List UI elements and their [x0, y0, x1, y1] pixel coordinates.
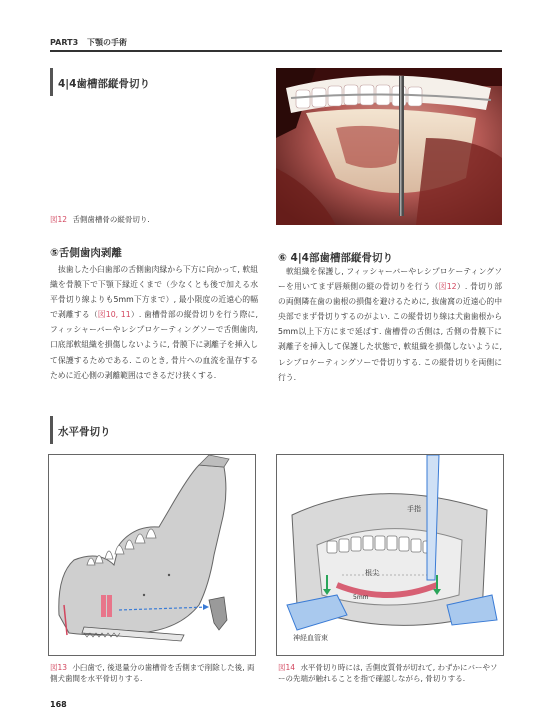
step-5-text-b: ）. 歯槽骨部の縦骨切りを行う際に, フィッシャーバーやレシプロケーティングソーで舌側歯肉, 口底部軟組織を損傷しないように, 骨膜下に剥離子を挿入して保護するためである. このとき, 骨片への血流を温存するために近心側の剥離範囲はできるだけ狭くする. [50, 310, 258, 380]
header-rule [50, 50, 502, 52]
figure-12-caption [50, 214, 150, 225]
figure-13-caption [50, 662, 260, 684]
step-5-text-a: 抜歯した小臼歯部の舌側歯肉縁から下方に向かって, 軟組織を骨膜下で下顎下縁近くまで（少なくとも後で加える水平骨切り線よりも5mm下方まで）, 最小限度の近遠心的幅で剥離する（ [50, 265, 258, 320]
step-6-text-a: 軟組織を保護し, フィッシャーバーやレシプロケーティングソーを用いてまず唇頬側の縦の骨切りを行う（ [278, 267, 502, 292]
figure-14-label: 図14 [278, 663, 296, 672]
figure-12-text: 舌側歯槽骨の縦骨切り. [72, 215, 150, 224]
part-label: PART3 [50, 38, 79, 47]
step-6-body [278, 264, 502, 385]
step-6-text-b: ）. 骨切り部の両側隣在歯の歯根の損傷を避けるために, 抜歯窩の近遠心的中央部でまず骨切りするのがよい. この縦骨切り線は犬歯歯根から5mm以上下方にまで延ばす. 歯槽骨の舌側は, 舌側の骨膜下に剥離子を挿入して保護した状態で, 軟組織を損傷しないように, レシプロケーティングソーで骨切りする. この縦骨切りを両側に行う. [278, 282, 503, 382]
label-neurovascular-bundle: 神経血管束 [293, 634, 328, 642]
section-title-vertical-osteotomy: 4|4歯槽部縦骨切り [58, 78, 150, 90]
label-5mm: 5mm [353, 594, 369, 601]
figure-13-label: 図13 [50, 663, 68, 672]
chapter-title: 下顎の手術 [86, 38, 127, 47]
figure-13-text: 小臼歯で, 後退量分の歯槽骨を舌側まで削除した後, 両側犬歯間を水平骨切りする. [50, 663, 255, 683]
page-number: 168 [50, 700, 67, 709]
step-6-heading: ⑥ 4|4部歯槽部縦骨切り [278, 252, 393, 264]
step-6-figure-ref: 図12 [438, 282, 457, 292]
running-header [50, 37, 127, 48]
label-root-apex: 根尖 [365, 569, 379, 577]
section-marker [50, 416, 53, 444]
figure-12-label: 図12 [50, 215, 68, 224]
step-5-body [50, 262, 258, 383]
label-finger: 手指 [407, 505, 421, 513]
section-title-horizontal-osteotomy: 水平骨切り [58, 426, 111, 438]
step-5-figure-ref: 図10, 11 [97, 310, 131, 320]
section-marker [50, 68, 53, 96]
figure-14-illustration [276, 454, 504, 656]
figure-14-caption [278, 662, 502, 684]
surgical-photo [276, 68, 502, 225]
figure-14-text: 水平骨切り時には, 舌側皮質骨が切れて, わずかにバーやソーの先端が触れることを指で確認しながら, 骨切りする. [278, 663, 498, 683]
figure-13-illustration [48, 454, 256, 656]
step-5-heading: ⑤舌側歯肉剥離 [50, 247, 122, 259]
